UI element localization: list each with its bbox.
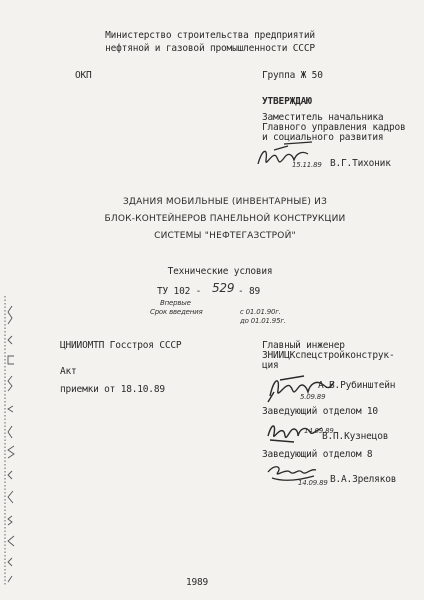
chief-name: А.Б.Рубинштейн bbox=[318, 380, 396, 391]
specs-note-first: Впервые bbox=[160, 299, 191, 307]
head10-name: В.П.Кузнецов bbox=[322, 431, 389, 442]
approval-date: 15.11.89 bbox=[292, 161, 322, 169]
approval-position-1: Заместитель начальника bbox=[262, 112, 384, 123]
title-line-1: ЗДАНИЯ МОБИЛЬНЫЕ (ИНВЕНТАРНЫЕ) ИЗ bbox=[122, 197, 328, 207]
specs-date-to: до 01.01.95г. bbox=[240, 317, 286, 325]
head8-date: 14.09.89 bbox=[298, 479, 328, 487]
specs-code-suffix: - 89 bbox=[238, 286, 261, 297]
chief-line-2: ЗНИИЦКспецстройконструк- bbox=[262, 350, 395, 361]
chief-date: 5.09.89 bbox=[300, 393, 326, 401]
specs-heading: Технические условия bbox=[167, 266, 273, 277]
specs-date-from: с 01.01.90г. bbox=[240, 308, 281, 316]
title-line-3: СИСТЕМЫ "НЕФТЕГАЗСТРОЙ" bbox=[154, 231, 296, 241]
ministry-line-1: Министерство строительства предприятий bbox=[105, 30, 315, 41]
okp-label: ОКП bbox=[75, 70, 92, 81]
margin-stamp-marks bbox=[0, 296, 22, 596]
org-name: ЦНИИОМТП Госстроя СССР bbox=[60, 340, 182, 351]
specs-code-prefix: ТУ 102 - bbox=[157, 286, 202, 297]
head8-name: В.А.Зреляков bbox=[330, 474, 397, 485]
specs-code-number: 529 bbox=[212, 281, 235, 295]
head8-title: Заведующий отделом 8 bbox=[262, 449, 373, 460]
group-label: Группа Ж 50 bbox=[262, 70, 323, 81]
footer-year: 1989 bbox=[186, 577, 209, 588]
approval-name: В.Г.Тихоник bbox=[330, 158, 391, 169]
ministry-line-2: нефтяной и газовой промышленности СССР bbox=[105, 43, 315, 54]
chief-line-3: ция bbox=[262, 360, 279, 371]
head10-title: Заведующий отделом 10 bbox=[262, 406, 378, 417]
title-line-2: БЛОК-КОНТЕЙНЕРОВ ПАНЕЛЬНОЙ КОНСТРУКЦИИ bbox=[104, 214, 346, 224]
approve-heading: УТВЕРЖДАЮ bbox=[262, 96, 312, 107]
head10-date: 14.09.89 bbox=[304, 427, 334, 435]
act-label: Акт bbox=[60, 366, 77, 377]
specs-note-term: Срок введения bbox=[150, 308, 203, 316]
chief-line-1: Главный инженер bbox=[262, 340, 345, 351]
approval-position-3: и социального развития bbox=[262, 132, 384, 143]
approval-position-2: Главного управления кадров bbox=[262, 122, 406, 133]
act-accept: приемки от 18.10.89 bbox=[60, 384, 165, 395]
